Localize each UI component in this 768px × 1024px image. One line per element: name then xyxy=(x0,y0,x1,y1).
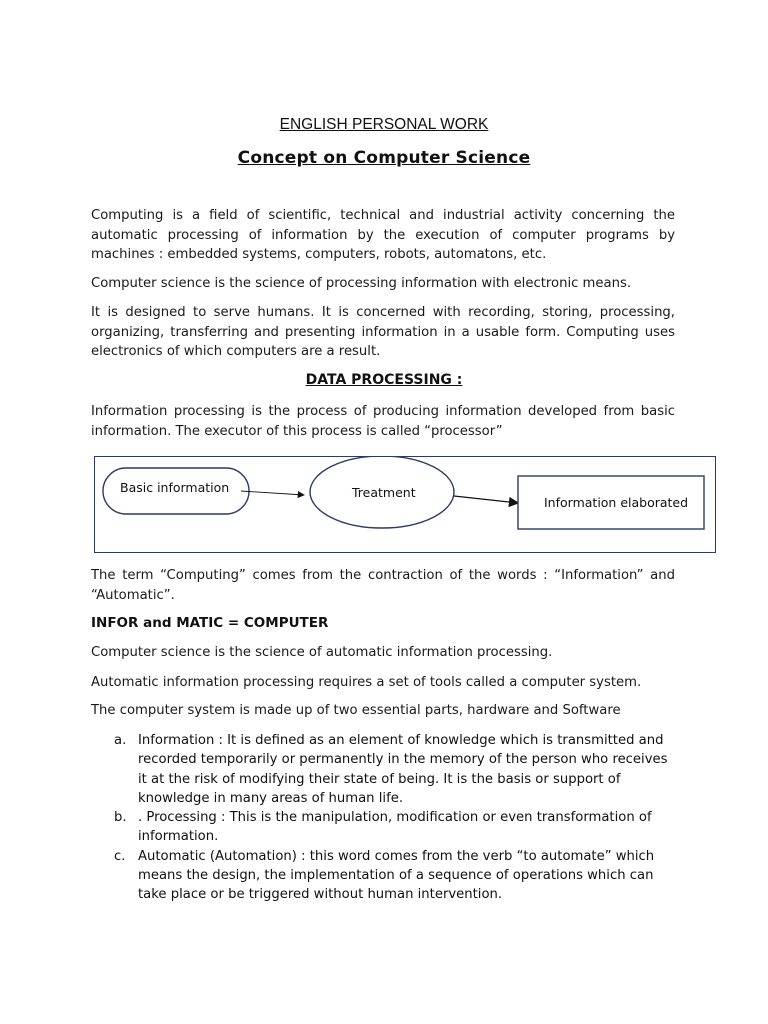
output-label: Information elaborated xyxy=(544,495,689,510)
paragraph-designed xyxy=(91,303,675,362)
input-label: Basic information xyxy=(120,480,230,495)
paragraph-text: It is designed to serve humans. It is concerned with recording, storing, processing, organizing, transferring and presenting information in a usable form. Computing uses electronics of which computers are a result. xyxy=(91,305,675,359)
list-item-text: . Processing : This is the manipulation, modification or even transformation of information. xyxy=(138,810,652,845)
list-item xyxy=(91,808,671,847)
definitions-list xyxy=(91,731,671,905)
list-marker: a. xyxy=(114,733,127,748)
paragraph-data-processing xyxy=(91,402,675,441)
line-science xyxy=(91,643,675,663)
list-item-text: Information : It is defined as an element of knowledge which is transmitted and recorded temporarily or permanently in the memory of the person who receives it at the risk of modifying their state of being. It is the basis or support of knowledge in many areas of human life. xyxy=(138,733,668,806)
paragraph-text: Information processing is the process of producing information developed from basic information. The executor of this process is called “processor” xyxy=(91,404,675,439)
process-label: Treatment xyxy=(352,485,416,500)
equation-line: INFOR and MATIC = COMPUTER xyxy=(91,615,329,631)
paragraph-computer-science xyxy=(91,274,675,294)
diagram-svg xyxy=(95,457,717,554)
list-item xyxy=(91,847,671,905)
arrow-process-to-output xyxy=(454,496,518,503)
list-item-text: Automatic (Automation) : this word comes from the verb “to automate” which means the design, the implementation of a sequence of operations which can take place or be triggered without human intervention. xyxy=(138,848,655,903)
data-processing-heading: DATA PROCESSING : xyxy=(305,372,463,388)
paragraph-computing xyxy=(91,206,675,265)
list-item xyxy=(91,731,671,808)
paragraph-text: Computing is a field of scientific, technical and industrial activity concerning the automatic processing of information by the execution of computer programs by machines : embedded systems, computers, robots, automatons, etc. xyxy=(91,208,675,262)
arrow-input-to-process xyxy=(241,491,304,495)
paragraph-text: The term “Computing” comes from the contraction of the words : “Information” and “Automatic”. xyxy=(91,568,675,603)
processing-diagram xyxy=(94,456,716,553)
list-marker: b. xyxy=(114,810,127,826)
line-tools xyxy=(91,673,675,693)
document-title: ENGLISH PERSONAL WORK xyxy=(279,116,489,133)
paragraph-text: Computer science is the science of processing information with electronic means. xyxy=(91,276,632,291)
paragraph-text: Computer science is the science of automatic information processing. xyxy=(91,645,553,660)
paragraph-term xyxy=(91,566,675,605)
paragraph-text: The computer system is made up of two essential parts, hardware and Software xyxy=(91,703,621,718)
paragraph-text: Automatic information processing requires a set of tools called a computer system. xyxy=(91,675,642,690)
line-parts xyxy=(91,701,675,721)
document-subtitle: Concept on Computer Science xyxy=(237,148,531,168)
list-marker: c. xyxy=(114,848,126,864)
